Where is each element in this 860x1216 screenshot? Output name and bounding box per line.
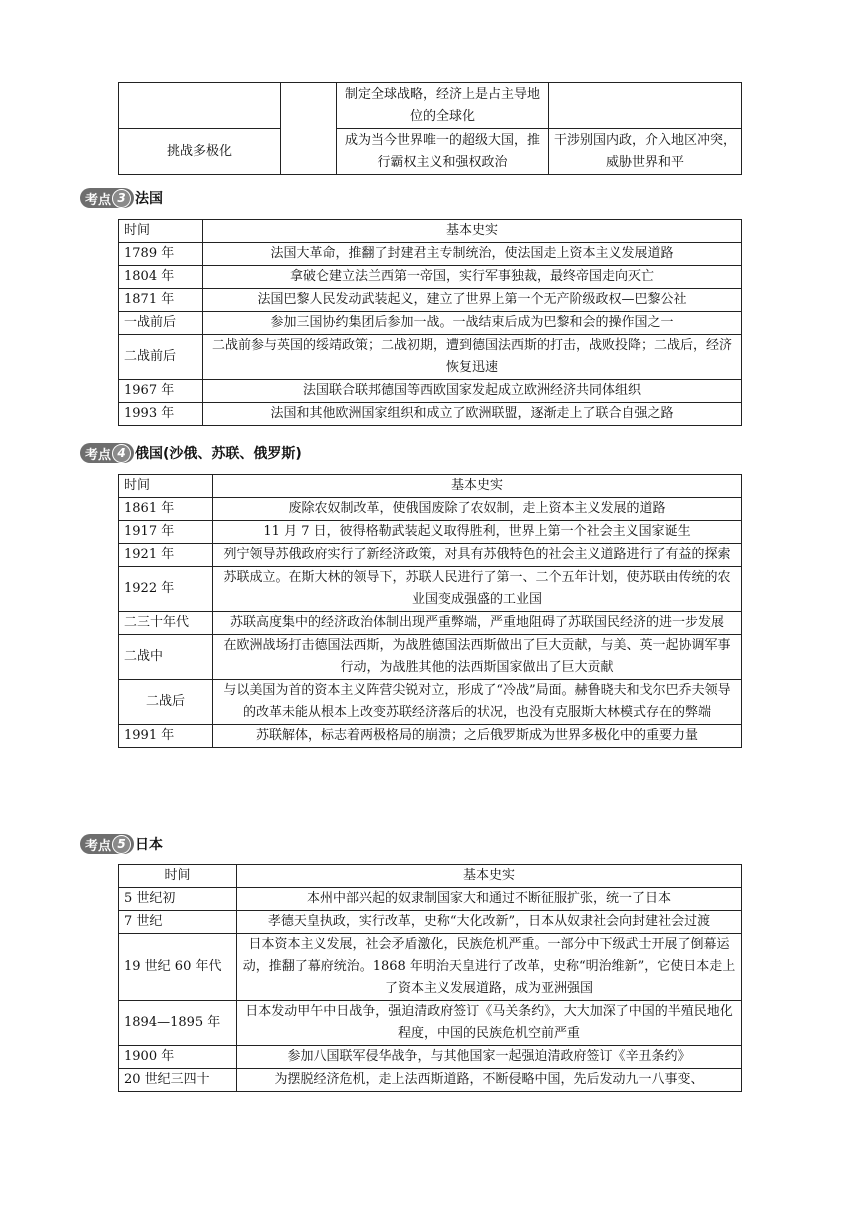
table-cell: 本州中部兴起的奴隶制国家大和通过不断征服扩张，统一了日本 xyxy=(237,888,742,911)
section-header-france xyxy=(80,187,163,209)
cell: 挑战多极化 xyxy=(119,129,281,175)
kaodian-badge: 考点 4 xyxy=(80,443,134,463)
table-row xyxy=(119,911,742,934)
table-row xyxy=(119,289,742,312)
table-cell: 法国大革命，推翻了封建君主专制统治，使法国走上资本主义发展道路 xyxy=(203,243,742,266)
table-row xyxy=(119,129,742,175)
table-row xyxy=(119,1001,742,1046)
table-cell: 苏联解体，标志着两极格局的崩溃；之后俄罗斯成为世界多极化中的重要力量 xyxy=(213,725,742,748)
table-row xyxy=(119,498,742,521)
table-cell: 1861 年 xyxy=(119,498,213,521)
table-cell: 参加三国协约集团后参加一战。一战结束后成为巴黎和会的操作国之一 xyxy=(203,312,742,335)
table-cell: 废除农奴制改革，使俄国废除了农奴制，走上资本主义发展的道路 xyxy=(213,498,742,521)
table-header-row xyxy=(119,865,742,888)
table-row xyxy=(119,312,742,335)
table-cell: 1991 年 xyxy=(119,725,213,748)
table-cell: 列宁领导苏俄政府实行了新经济政策，对具有苏俄特色的社会主义道路进行了有益的探索 xyxy=(213,544,742,567)
table-row xyxy=(119,725,742,748)
table-cell: 法国联合联邦德国等西欧国家发起成立欧洲经济共同体组织 xyxy=(203,380,742,403)
table-cell: 20 世纪三四十 xyxy=(119,1069,237,1092)
table-cell: 5 世纪初 xyxy=(119,888,237,911)
table-cell: 法国巴黎人民发动武装起义，建立了世界上第一个无产阶级政权—巴黎公社 xyxy=(203,289,742,312)
header-fact: 基本史实 xyxy=(203,220,742,243)
table-cell: 1871 年 xyxy=(119,289,203,312)
cell xyxy=(281,83,337,175)
table-cell: 二战前参与英国的绥靖政策；二战初期，遭到德国法西斯的打击，战败投降；二战后，经济恢复迅速 xyxy=(203,335,742,380)
table-cell: 在欧洲战场打击德国法西斯，为战胜德国法西斯做出了巨大贡献，与美、英一起协调军事行动，为战胜其他的法西斯国家做出了巨大贡献 xyxy=(213,635,742,680)
table-cell: 1967 年 xyxy=(119,380,203,403)
table-cell: 二三十年代 xyxy=(119,612,213,635)
table-row xyxy=(119,380,742,403)
section-header-russia xyxy=(80,442,302,464)
cell xyxy=(549,83,742,129)
table-cell: 1900 年 xyxy=(119,1046,237,1069)
russia-table xyxy=(118,474,742,748)
table-cell: 1804 年 xyxy=(119,266,203,289)
table-cell: 二战后 xyxy=(119,680,213,725)
table-cell: 7 世纪 xyxy=(119,911,237,934)
japan-table xyxy=(118,864,742,1092)
cell xyxy=(119,83,281,129)
kaodian-badge: 考点 5 xyxy=(80,834,134,854)
france-table xyxy=(118,219,742,426)
table-row xyxy=(119,612,742,635)
table-row xyxy=(119,1069,742,1092)
header-fact: 基本史实 xyxy=(213,475,742,498)
table-row xyxy=(119,888,742,911)
table-row xyxy=(119,335,742,380)
table-cell: 法国和其他欧洲国家组织和成立了欧洲联盟，逐渐走上了联合自强之路 xyxy=(203,403,742,426)
cell: 干涉别国内政，介入地区冲突，威胁世界和平 xyxy=(549,129,742,175)
table-cell: 1894—1895 年 xyxy=(119,1001,237,1046)
table-cell: 二战中 xyxy=(119,635,213,680)
section-title: 法国 xyxy=(135,191,164,207)
table-cell: 与以美国为首的资本主义阵营尖锐对立，形成了“冷战”局面。赫鲁晓夫和戈尔巴乔夫领导的改革未能从根本上改变苏联经济落后的状况，也没有克服斯大林模式存在的弊端 xyxy=(213,680,742,725)
cell: 制定全球战略，经济上是占主导地位的全球化 xyxy=(337,83,549,129)
table-row xyxy=(119,243,742,266)
kaodian-badge: 考点 3 xyxy=(80,188,134,208)
table-cell: 参加八国联军侵华战争，与其他国家一起强迫清政府签订《辛丑条约》 xyxy=(237,1046,742,1069)
section-title: 日本 xyxy=(135,837,164,853)
table-cell: 拿破仑建立法兰西第一帝国，实行军事独裁，最终帝国走向灭亡 xyxy=(203,266,742,289)
table-row xyxy=(119,635,742,680)
table-cell: 1917 年 xyxy=(119,521,213,544)
header-time: 时间 xyxy=(119,220,203,243)
table-header-row xyxy=(119,475,742,498)
table-row xyxy=(119,544,742,567)
table-cell: 1993 年 xyxy=(119,403,203,426)
table-cell: 1789 年 xyxy=(119,243,203,266)
table-cell: 19 世纪 60 年代 xyxy=(119,934,237,1001)
table-cell: 苏联成立。在斯大林的领导下，苏联人民进行了第一、二个五年计划，使苏联由传统的农业国变成强盛的工业国 xyxy=(213,567,742,612)
header-time: 时间 xyxy=(119,475,213,498)
table-row xyxy=(119,266,742,289)
table-row xyxy=(119,1046,742,1069)
table-row xyxy=(119,521,742,544)
table-cell: 孝德天皇执政，实行改革，史称“大化改新”，日本从奴隶社会向封建社会过渡 xyxy=(237,911,742,934)
section-header-japan xyxy=(80,833,163,855)
table-cell: 一战前后 xyxy=(119,312,203,335)
table-cell: 日本资本主义发展，社会矛盾激化，民族危机严重。一部分中下级武士开展了倒幕运动，推翻了幕府统治。1868 年明治天皇进行了改革，史称“明治维新”，它使日本走上了资本主义发展道路，成为亚洲强国 xyxy=(237,934,742,1001)
table-cell: 1922 年 xyxy=(119,567,213,612)
table-row xyxy=(119,83,742,129)
table-row xyxy=(119,934,742,1001)
table-cell: 苏联高度集中的经济政治体制出现严重弊端，严重地阻碍了苏联国民经济的进一步发展 xyxy=(213,612,742,635)
table-cell: 日本发动甲午中日战争，强迫清政府签订《马关条约》，大大加深了中国的半殖民地化程度，中国的民族危机空前严重 xyxy=(237,1001,742,1046)
table-row xyxy=(119,567,742,612)
table-cell: 为摆脱经济危机，走上法西斯道路，不断侵略中国，先后发动九一八事变、 xyxy=(237,1069,742,1092)
table-cell: 11 月 7 日，彼得格勒武装起义取得胜利，世界上第一个社会主义国家诞生 xyxy=(213,521,742,544)
header-time: 时间 xyxy=(119,865,237,888)
header-fact: 基本史实 xyxy=(237,865,742,888)
table-row xyxy=(119,680,742,725)
table-row xyxy=(119,403,742,426)
top-table xyxy=(118,82,742,175)
cell: 成为当今世界唯一的超级大国，推行霸权主义和强权政治 xyxy=(337,129,549,175)
table-cell: 1921 年 xyxy=(119,544,213,567)
section-title: 俄国(沙俄、苏联、俄罗斯) xyxy=(135,446,302,462)
table-header-row xyxy=(119,220,742,243)
table-cell: 二战前后 xyxy=(119,335,203,380)
